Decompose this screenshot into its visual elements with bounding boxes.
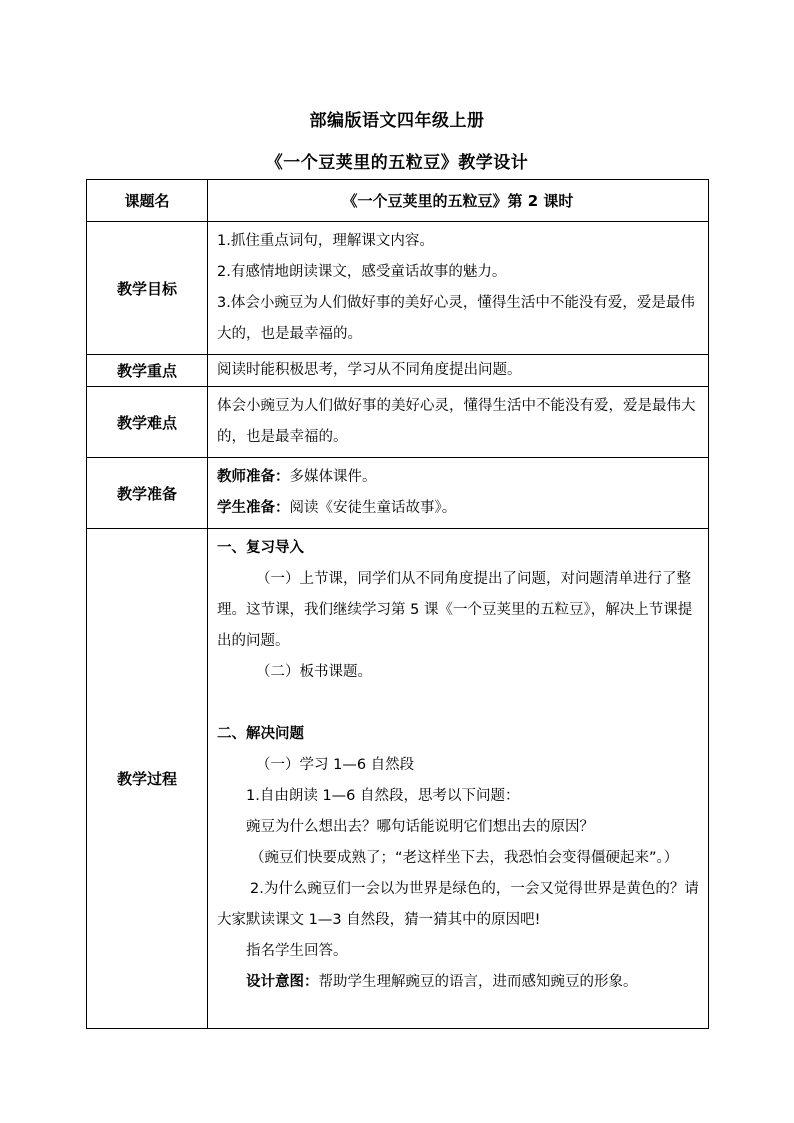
process-paragraph: （豌豆们快要成熟了；“老这样坐下去，我恐怕会变得僵硬起来”。）	[250, 850, 679, 866]
focus-value: 阅读时能积极思考，学习从不同角度提出问题。	[208, 355, 709, 387]
table-row-preparation	[87, 458, 709, 529]
process-paragraph: 1.自由朗读 1—6 自然段，思考以下问题：	[246, 788, 520, 804]
process-paragraph: 2.为什么豌豆们一会以为世界是绿色的，一会又觉得世界是黄色的？请大家默读课文 1—3 自然段，猜一猜其中的原因吧!	[217, 881, 699, 928]
document-subtitle: 《一个豆荚里的五粒豆》教学设计	[265, 153, 529, 173]
row-label-process: 教学过程	[87, 529, 208, 1029]
process-paragraph: 豌豆为什么想出去？哪句话能说明它们想出去的原因？	[246, 819, 594, 835]
row-label-preparation: 教学准备	[87, 458, 208, 529]
table-row-process	[87, 529, 709, 1029]
goal-item: 1.抓住重点词句，理解课文内容。	[217, 233, 434, 249]
goal-item: 3.体会小豌豆为人们做好事的美好心灵，懂得生活中不能没有爱，爱是最伟大的，也是最幸福的。	[217, 295, 695, 342]
design-intent	[217, 967, 700, 998]
goals-content	[208, 222, 709, 355]
goal-item: 2.有感情地朗读课文，感受童话故事的魅力。	[217, 264, 507, 280]
table-row-difficulty	[87, 387, 709, 458]
row-label-topic: 课题名	[87, 180, 208, 222]
teacher-preparation-label: 教师准备：	[217, 469, 290, 485]
section-heading: 二、解决问题	[217, 726, 304, 742]
teacher-preparation	[217, 462, 700, 493]
table-row-focus	[87, 355, 709, 387]
blank-line	[217, 688, 700, 719]
design-intent-label: 设计意图：	[246, 974, 319, 990]
row-label-focus: 教学重点	[87, 355, 208, 387]
teacher-preparation-value: 多媒体课件。	[289, 469, 377, 485]
difficulty-value: 体会小豌豆为人们做好事的美好心灵，懂得生活中不能没有爱，爱是最伟大的，也是最幸福的。	[208, 387, 709, 458]
design-intent-value: 帮助学生理解豌豆的语言，进而感知豌豆的形象。	[318, 974, 638, 990]
student-preparation-label: 学生准备：	[217, 500, 290, 516]
preparation-content	[208, 458, 709, 529]
process-paragraph: 指名学生回答。	[246, 943, 348, 959]
process-paragraph: （一）学习 1—6 自然段	[256, 757, 415, 773]
topic-value: 《一个豆荚里的五粒豆》第 2 课时	[208, 180, 709, 222]
row-label-goals: 教学目标	[87, 222, 208, 355]
table-row-topic	[87, 180, 709, 222]
document-title: 部编版语文四年级上册	[309, 111, 485, 131]
student-preparation-value: 阅读《安徒生童话故事》。	[289, 500, 457, 516]
section-heading: 一、复习导入	[217, 540, 304, 556]
row-label-difficulty: 教学难点	[87, 387, 208, 458]
process-paragraph: （二）板书课题。	[256, 664, 372, 680]
process-content	[208, 529, 709, 1029]
student-preparation	[217, 493, 700, 524]
process-paragraph: （一）上节课，同学们从不同角度提出了问题，对问题清单进行了整理。这节课，我们继续学习第 5 课《一个豆荚里的五粒豆》，解决上节课提出的问题。	[217, 571, 693, 649]
table-row-goals	[87, 222, 709, 355]
lesson-plan-table	[86, 179, 709, 1029]
